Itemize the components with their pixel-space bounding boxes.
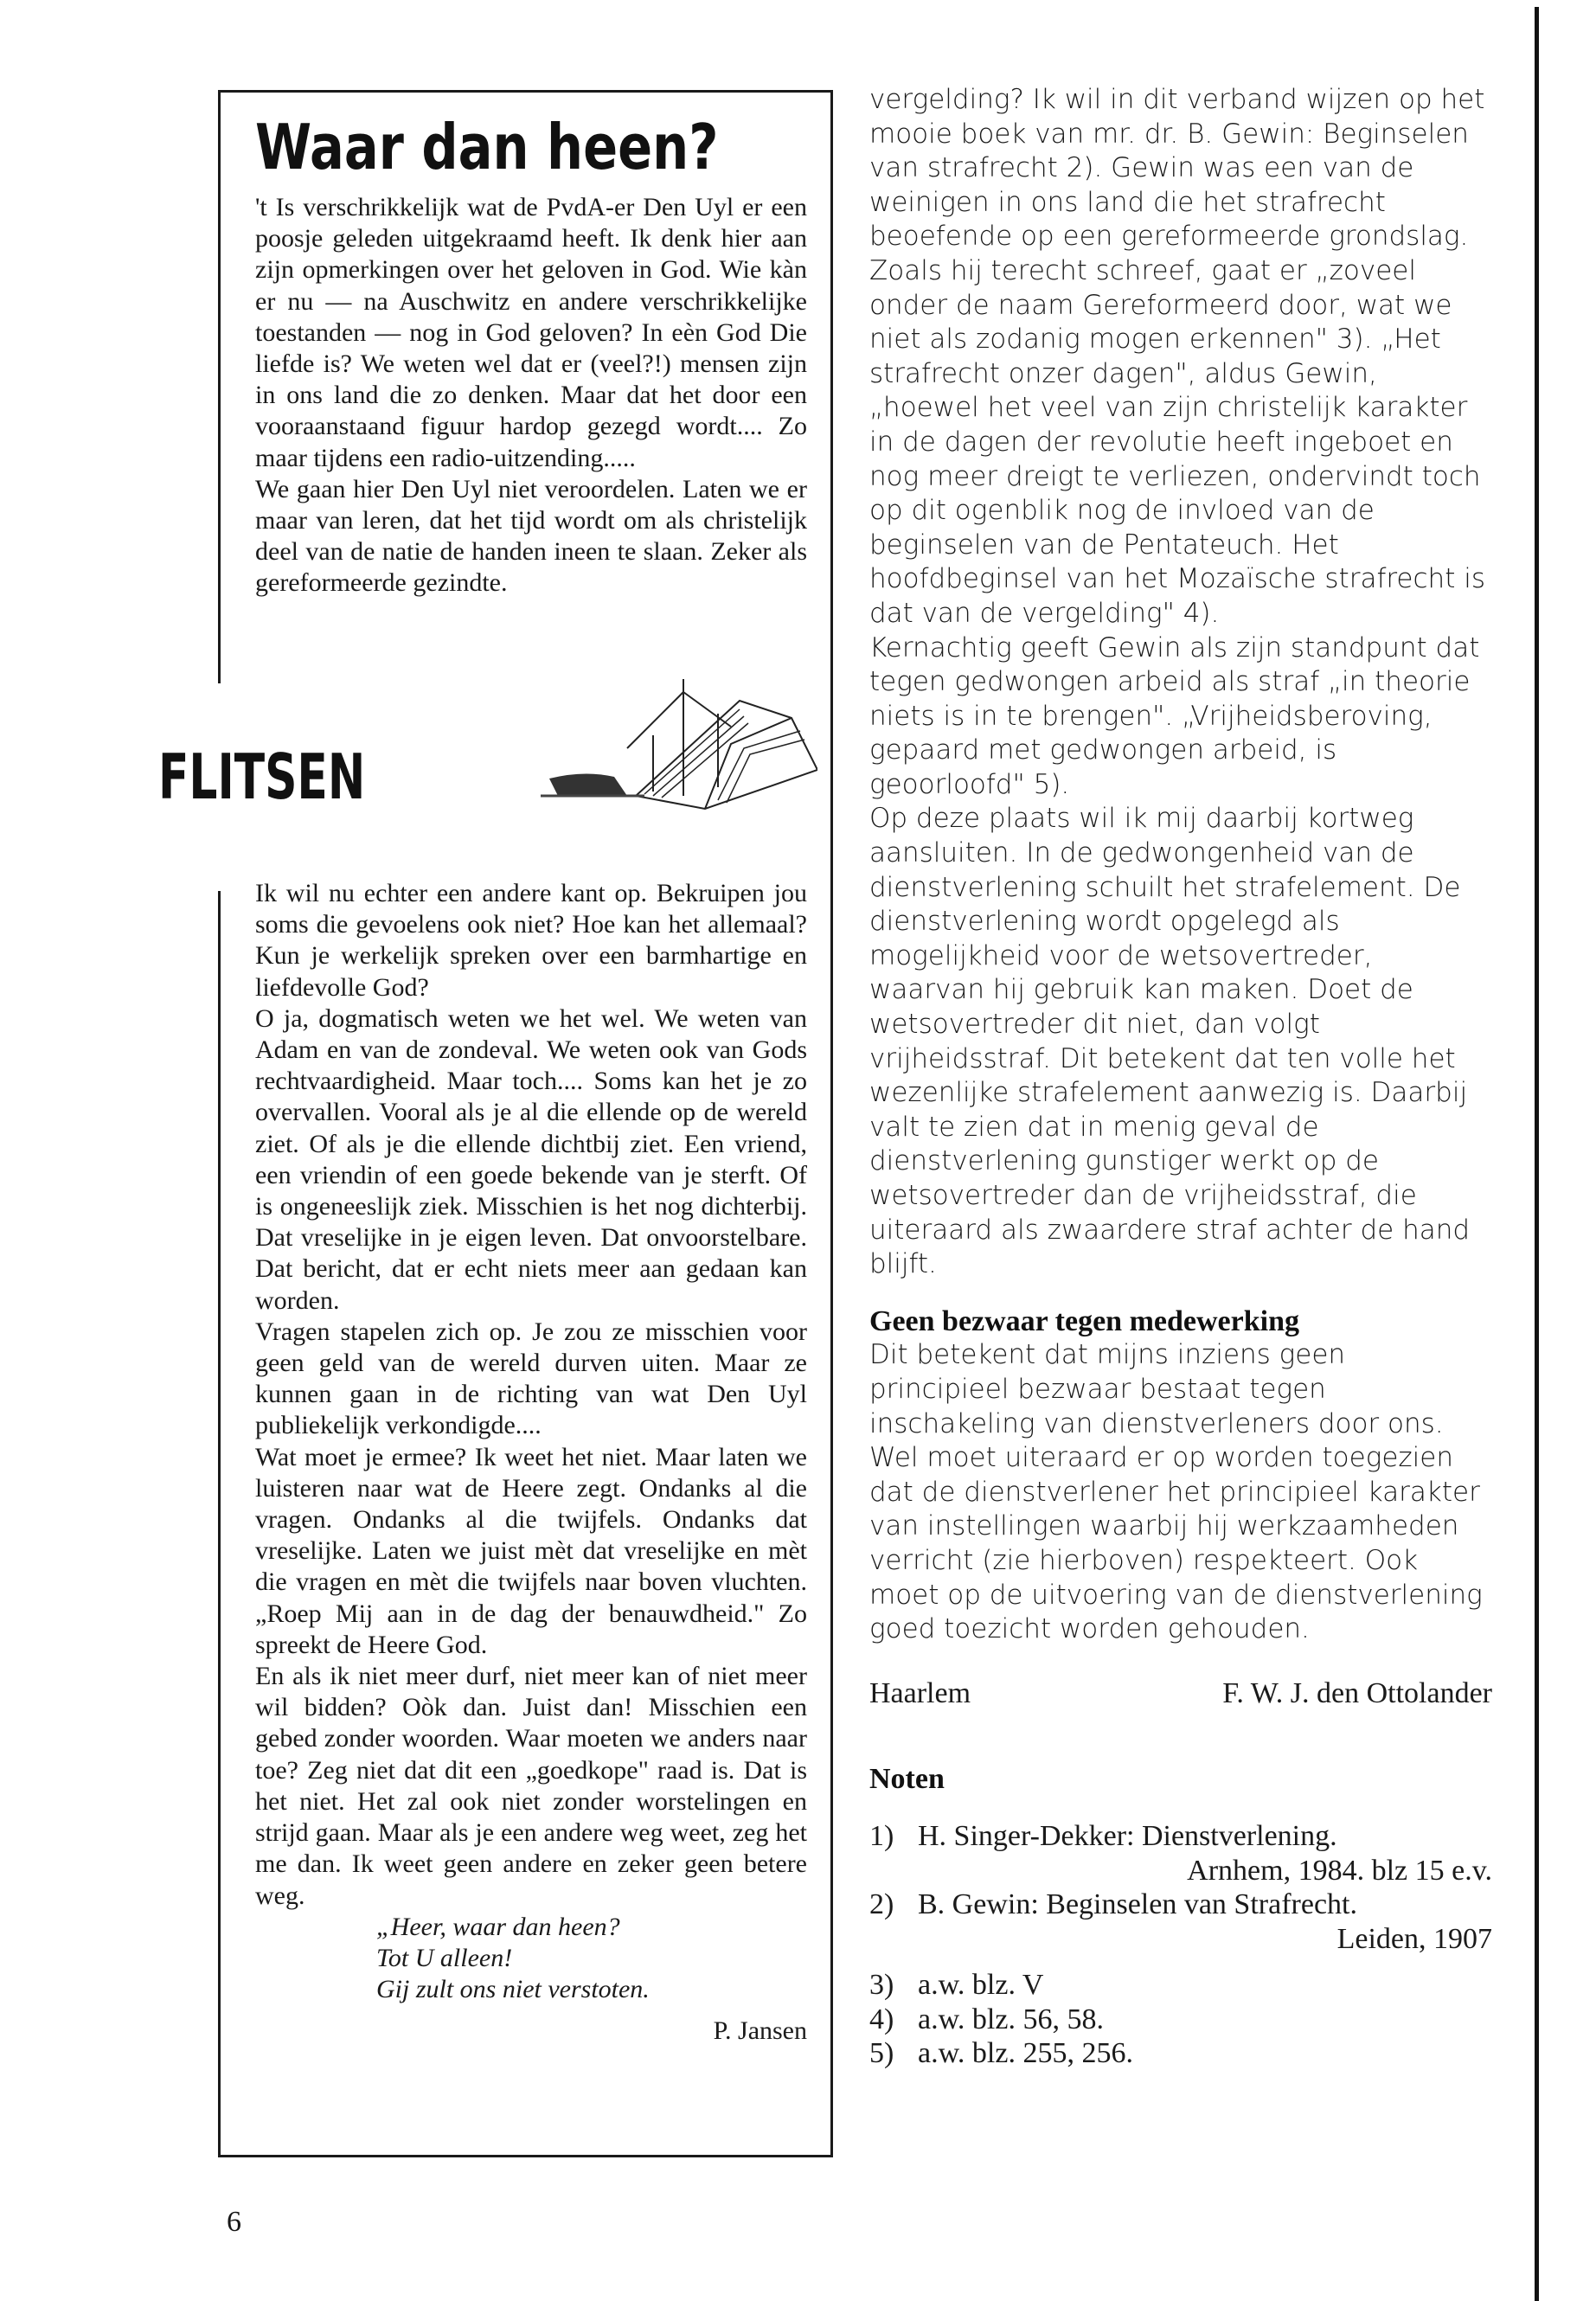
section-heading: Geen bezwaar tegen medewerking [869,1304,1299,1337]
note-number: 2) [869,1888,894,1921]
article-intro [255,192,807,599]
body-paragraph: En als ik niet meer durf, niet meer kan of niet meer wil bidden? Oòk dan. Juist dan! Misschien een gebed zonder woorden. Waar moeten we anders naar toe? Zeg niet dat dit een „goedkope" raad is. Dat is het niet. Het zal ook niet zonder worstelingen en strijd gaan. Maar als je een andere weg weet, zeg het me dan. Ik weet geen andere en zeker geen betere weg. [255,1662,807,1910]
author-signature: P. Jansen [713,2016,807,2046]
right-paragraph: Dit betekent dat mijns inziens geen principieel bezwaar bestaat tegen inschakeling van dienstverleners door ons. Wel moet uiteraard er op worden toegezien dat de dienstverlener het principieel karakter van instellingen waarbij hij werkzaamheden verricht (zie hierboven) respekteert. Ook moet op de uitvoering van de dienstverlening goed toezicht worden gehouden. [869,1339,1483,1645]
note-item [869,1968,1492,2003]
note-item [869,1888,1492,1956]
note-location: Leiden, 1907 [1336,1922,1492,1955]
book-page-lines [718,731,804,803]
page-edge-rule [1535,7,1539,2301]
page-number: 6 [227,2206,241,2238]
note-text: a.w. blz. 255, 256. [918,2037,1133,2070]
poem-line: Gij zult ons niet verstoten. [376,1975,650,2004]
note-text: B. Gewin: Beginselen van Strafrecht. [918,1888,1357,1921]
ship-rigging [627,692,683,748]
intro-paragraph: 't Is verschrikkelijk wat de PvdA-er Den Uyl er een poosje geleden uitgekraamd heeft. Ik denk hier aan zijn opmerkingen over het geloven in God. Wie kàn er nu — na Auschwitz en andere verschrikkelijke toestanden — nog in God geloven? In eèn God Die liefde is? We weten wel dat er (veel?!) mensen zijn in ons land die zo denken. Maar dat het door een vooraanstaand figuur hardop gezegd wordt.... Zo maar tijdens een radio-uitzending..... [255,193,807,472]
note-location: Arnhem, 1984. blz 15 e.v. [1187,1854,1492,1887]
note-text: a.w. blz. V [918,1969,1044,2002]
ship-hull [549,773,627,796]
body-paragraph: O ja, dogmatisch weten we het wel. We weten van Adam en van de zondeval. We weten ook van Gods rechtvaardigheid. Maar toch.... Soms kan het je zo overvallen. Vooral als je al die ellende op de wereld ziet. Of als je die ellende dichtbij ziet. Een vriend, een vriendin of een goede bekende van je sterft. Of is ongeneeslijk ziek. Misschien is het nog dichterbij. Dat vreselijke in je eigen leven. Dat onvoorstelbare. Dat bericht, dat er echt niets meer aan gedaan kan worden. [255,1003,807,1315]
note-number: 4) [869,2003,894,2035]
note-item [869,1819,1492,1888]
poem-line: Tot U alleen! [376,1943,513,1972]
place-name: Haarlem [869,1676,971,1709]
open-book-ship-illustration [532,666,817,813]
body-paragraph: Wat moet je ermee? Ik weet het niet. Maar laten we luisteren naar wat de Heere zegt. Ondanks al die vragen. Ondanks al die twijfels. Ondanks dat vreselijke. Laten we juist mèt dat vreselijke en mèt die vragen en mèt die twijfels naar boven vluchten. „Roep Mij aan in de dag der benauwdheid." Zo spreekt de Heere God. [255,1442,807,1659]
note-number: 3) [869,1969,894,2002]
right-paragraph: Op deze plaats wil ik mij daarbij kortweg aansluiten. In de gedwongenheid van de dienstverlening schuilt het strafelement. De dienstverlening wordt opgelegd als mogelijkheid voor de wetsovertreder, waarvan hij gebruik kan maken. Doet de wetsovertreder dit niet, dan volgt vrijheidsstraf. Dit betekent dat ten volle het wezenlijke strafelement aanwezig is. Daarbij valt te zien dat in menig geval de dienstverlening gunstiger werkt op de wetsovertreder dan de vrijheidsstraf, die uiteraard als zwaardere straf achter de hand blijft. [869,803,1471,1280]
right-paragraph: Kernachtig geeft Gewin als zijn standpunt dat tegen gedwongen arbeid als straf „in theorie niets is in te brengen". „Vrijheidsberoving, gepaard met gedwongen arbeid, is geoorloofd" 5). [869,631,1480,800]
note-number: 5) [869,2037,894,2070]
article-body [255,878,807,2048]
right-column [869,83,1492,2071]
note-item [869,2036,1492,2071]
notes-list [869,1819,1492,2071]
author-signature: F. W. J. den Ottolander [1222,1676,1492,1709]
ship-rigging [683,692,731,727]
body-paragraph: Vragen stapelen zich op. Je zou ze misschien voor geen geld van de wereld durven uiten. Maar ze kunnen gaan in de richting van wat Den Uyl publiekelijk verkondigde.... [255,1317,807,1440]
book-page-lines [644,709,748,798]
right-paragraph: vergelding? Ik wil in dit verband wijzen op het mooie boek van mr. dr. B. Gewin: Beginselen van strafrecht 2). Gewin was een van de weinigen in ons land die het strafrecht beoefende op een gereformeerde grondslag. Zoals hij terecht schreef, gaat er „zoveel onder de naam Gereformeerd door, wat we niet als zodanig mogen erkennen" 3). „Het strafrecht onzer dagen", aldus Gewin, „hoewel het veel van zijn christelijk karakter in de dagen der revolutie heeft ingeboet en nog meer dreigt te verliezen, ondervindt toch op dit ogenblik nog de invloed van de beginselen van de Pentateuch. Het hoofdbeginsel van het Mozaïsche strafrecht is dat van de vergelding" 4). [869,84,1485,629]
signature-row [869,1676,1492,1711]
notes-heading: Noten [869,1763,945,1796]
poem-line: „Heer, waar dan heen? [376,1912,620,1941]
note-text: H. Singer-Dekker: Dienstverlening. [918,1819,1337,1852]
intro-paragraph: We gaan hier Den Uyl niet veroordelen. Laten we er maar van leren, dat het tijd wordt om als christelijk deel van de natie de handen ineen te slaan. Zeker als gereformeerde gezindte. [255,474,807,598]
note-item [869,2003,1492,2037]
body-paragraph: Ik wil nu echter een andere kant op. Bekruipen jou soms die gevoelens ook niet? Hoe kan het allemaal? Kun je werkelijk spreken over een barmhartige en liefdevolle God? [255,879,807,1002]
article-title: Waar dan heen? [255,111,719,183]
section-label-flitsen: FLITSEN [158,740,366,813]
note-text: a.w. blz. 56, 58. [918,2003,1104,2035]
note-number: 1) [869,1819,894,1852]
